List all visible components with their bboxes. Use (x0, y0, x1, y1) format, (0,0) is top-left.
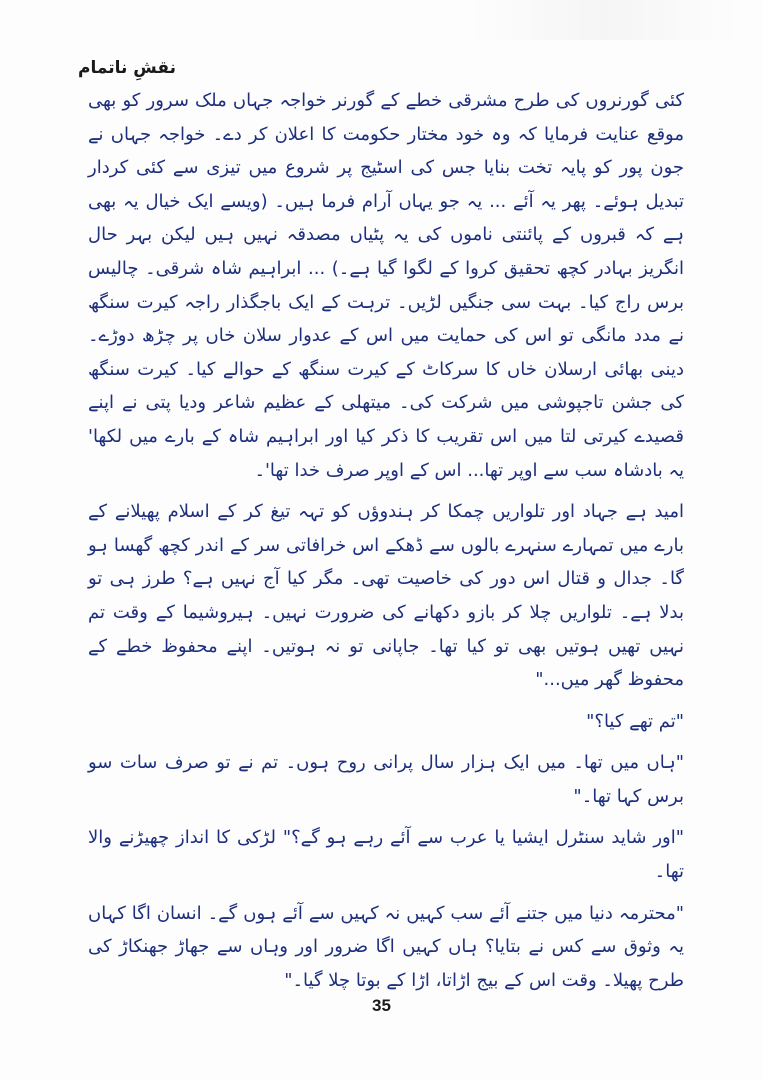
paragraph: "اور شاید سنٹرل ایشیا یا عرب سے آئے رہے ہو گے؟" لڑکی کا انداز چھیڑنے والا تھا۔ (88, 827, 684, 883)
paragraph: کئی گورنروں کی طرح مشرقی خطے کے گورنر خواجہ جہاں ملک سرور کو بھی موقع عنایت فرمایا کہ وہ خود مختار حکومت کا اعلان کر دے۔ خواجہ جہاں نے جون پور کو پایہ تخت بنایا جس کی اسٹیج پر شروع میں تیزی سے کئی کردار تبدیل ہوئے۔ پھر یہ آئے ... یہ جو یہاں آرام فرما ہیں۔ (ویسے ایک خیال یہ بھی ہے کہ قبروں کے پائنتی ناموں کی یہ پٹیاں مصدقہ نہیں ہیں لیکن بہر حال انگریز بہادر کچھ تحقیق کروا کے لگوا گیا ہے۔) ... ابراہیم شاہ شرقی۔ چالیس برس راج کیا۔ بہت سی جنگیں لڑیں۔ ترہت کے ایک باجگذار راجہ کیرت سنگھ نے مدد مانگی تو اس کی حمایت میں اس کے عدوار سلان خاں پر چڑھ دوڑے۔ دینی بھائی ارسلان خاں کا سرکاٹ کے کیرت سنگھ کے حوالے کیا۔ کیرت سنگھ کی جشن تاجپوشی میں شرکت کی۔ میتھلی کے عظیم شاعر ودیا پتی نے اپنے قصیدے کیرتی لتا میں اس تقریب کا ذکر کیا اور ابراہیم شاہ کے بارے میں لکھا' یہ بادشاہ سب سے اوپر تھا... اس کے اوپر صرف خدا تھا'۔ (88, 90, 684, 481)
paragraph: "محترمہ دنیا میں جتنے آئے سب کہیں نہ کہیں سے آئے ہوں گے۔ انسان اگا کہاں یہ وثوق سے کس نے بتایا؟ ہاں کہیں اگا ضرور اور وہاں سے جھاڑ جھنکاڑ کی طرح پھیلا۔ وقت اس کے بیج اڑاتا، اڑا کے بوتا چلا گیا۔" (88, 902, 684, 991)
paragraph: "تم تھے کیا؟" (586, 710, 684, 732)
body-text (88, 84, 684, 1005)
paragraph: "ہاں میں تھا۔ میں ایک ہزار سال پرانی روح ہوں۔ تم نے تو صرف سات سو برس کہا تھا۔" (88, 752, 684, 807)
scan-artifact (470, 0, 740, 40)
running-header-title: نقشِ ناتمام (78, 58, 176, 78)
page-number: 35 (372, 996, 391, 1015)
paragraph: امید ہے جہاد اور تلواریں چمکا کر ہندوؤں کو تہہ تیغ کر کے اسلام پھیلانے کے بارے میں تمہارے سنہرے بالوں سے ڈھکے اس خرافاتی سر کے اندر کچھ گھسا ہو گا۔ جدال و قتال اس دور کی خاصیت تھی۔ مگر کیا آج نہیں ہے؟ طرز ہی تو بدلا ہے۔ تلواریں چلا کر بازو دکھانے کی ضرورت نہیں۔ ہیروشیما کے وقت تم نہیں تھیں ہوتیں بھی تو کیا تھا۔ جاپانی تو نہ ہوتیں۔ اپنے محفوظ خطے کے محفوظ گھر میں..." (88, 501, 684, 691)
